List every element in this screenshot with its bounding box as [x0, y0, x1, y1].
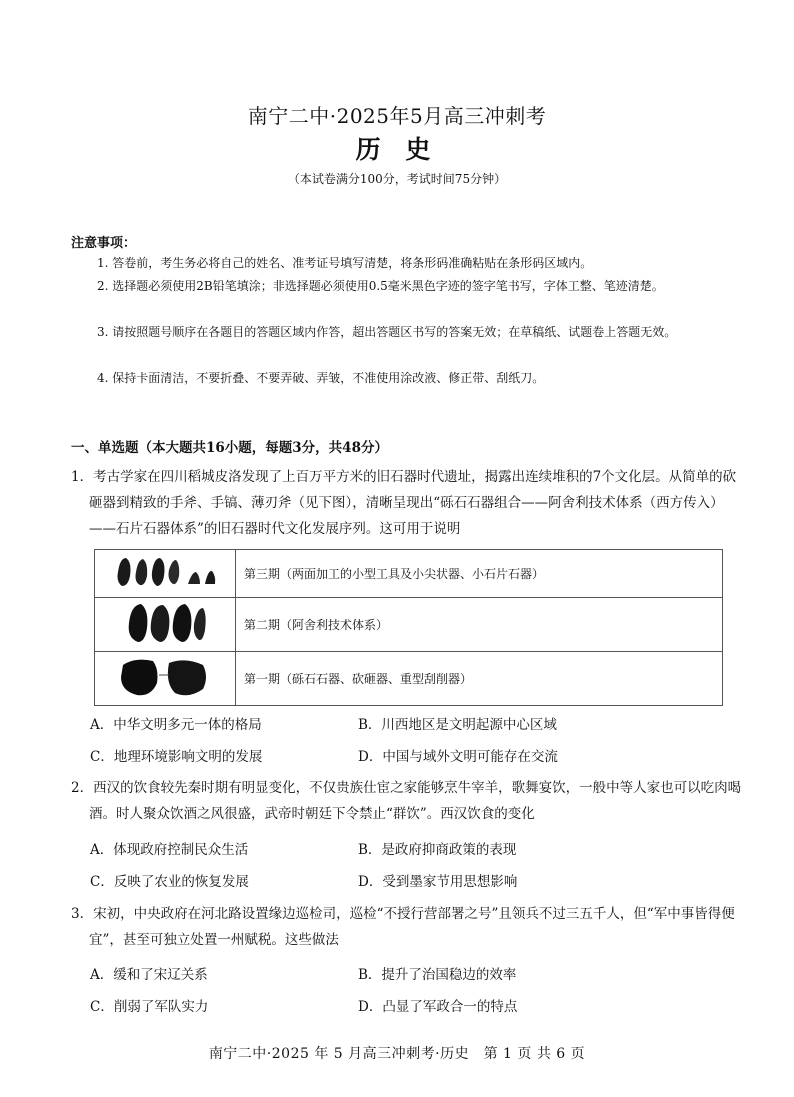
- stage-1-label: 第一期（砾石石器、砍砸器、重型刮削器）: [236, 652, 723, 706]
- note-item-3: 3. 请按照题号顺序在各题目的答题区域内作答，超出答题区书写的答案无效；在草稿纸、试题卷上答题无效。: [97, 325, 677, 339]
- q3-option-d[interactable]: D．凸显了军政合一的特点: [358, 999, 518, 1015]
- stage-2-artifacts-image: [95, 598, 236, 652]
- q2-option-a[interactable]: A．体现政府控制民众生活: [90, 842, 249, 858]
- q1-option-a[interactable]: A．中华文明多元一体的格局: [90, 717, 262, 733]
- stage-3-label: 第三期（两面加工的小型工具及小尖状器、小石片石器）: [236, 550, 723, 598]
- question-2-stem: 2．西汉的饮食较先秦时期有明显变化，不仅贵族仕宦之家能够烹牛宰羊，歌舞宴饮，一般中等人家也可以吃肉喝酒。时人聚众饮酒之风很盛，武帝时朝廷下令禁止“群饮”。西汉饮食的变化: [71, 780, 742, 822]
- stage-row-2: [95, 598, 723, 652]
- pebble-tool-icon: [115, 655, 215, 699]
- q3-option-c[interactable]: C．削弱了军队实力: [90, 999, 209, 1015]
- notes-heading: 注意事项：: [71, 236, 137, 251]
- page-footer: 南宁二中·2025 年 5 月高三冲刺考·历史 第 1 页 共 6 页: [208, 1046, 586, 1062]
- stage-2-label: 第二期（阿舍利技术体系）: [236, 598, 723, 652]
- q2-option-d[interactable]: D．受到墨家节用思想影响: [358, 874, 518, 890]
- question-1-stage-table: [94, 549, 723, 706]
- q3-option-b[interactable]: B．提升了治国稳边的效率: [358, 967, 517, 983]
- question-1-stem: 1．考古学家在四川稻城皮洛发现了上百万平方米的旧石器时代遗址，揭露出连续堆积的7个文化层。从简单的砍砸器到精致的手斧、手镐、薄刃斧（见下图），清晰呈现出“砾石石器组合——阿舍利技术体系（西方传入）——石片石器体系”的旧石器时代文化发展序列。这可用于说明: [71, 469, 737, 537]
- q1-option-c[interactable]: C．地理环境影响文明的发展: [90, 749, 263, 765]
- note-item-1: 1. 答卷前，考生务必将自己的姓名、准考证号填写清楚，将条形码准确粘贴在条形码区域内。: [97, 256, 593, 270]
- stage-3-artifacts-image: [95, 550, 236, 598]
- note-item-2: 2. 选择题必须使用2B铅笔填涂；非选择题必须使用0.5毫米黑色字迹的签字笔书写，字体工整、笔迹清楚。: [97, 279, 664, 293]
- q3-option-a[interactable]: A．缓和了宋辽关系: [90, 967, 208, 983]
- q2-option-b[interactable]: B．是政府抑商政策的表现: [358, 842, 517, 858]
- q1-option-b[interactable]: B．川西地区是文明起源中心区域: [358, 717, 557, 733]
- score-note: （本试卷满分100分，考试时间75分钟）: [287, 172, 507, 186]
- section-heading: 一、单选题（本大题共16小题，每题3分，共48分）: [71, 440, 388, 456]
- q2-option-c[interactable]: C．反映了农业的恢复发展: [90, 874, 249, 890]
- subject-title: 历 史: [355, 135, 439, 164]
- stage-1-artifacts-image: [95, 652, 236, 706]
- stage-row-1: [95, 652, 723, 706]
- exam-title: 南宁二中·2025年5月高三冲刺考: [247, 104, 547, 128]
- question-3-stem: 3．宋初，中央政府在河北路设置缘边巡检司，巡检“不授行营部署之号”且领兵不过三五千人，但“军中事皆得便宜”，甚至可独立处置一州赋税。这些做法: [71, 906, 735, 948]
- handaxe-icon: [115, 602, 215, 644]
- stone-tools-small-icon: [110, 554, 220, 590]
- q1-option-d[interactable]: D．中国与域外文明可能存在交流: [358, 749, 558, 765]
- stage-row-3: [95, 550, 723, 598]
- note-item-4: 4. 保持卡面清洁，不要折叠、不要弄破、弄皱，不准使用涂改液、修正带、刮纸刀。: [97, 371, 545, 385]
